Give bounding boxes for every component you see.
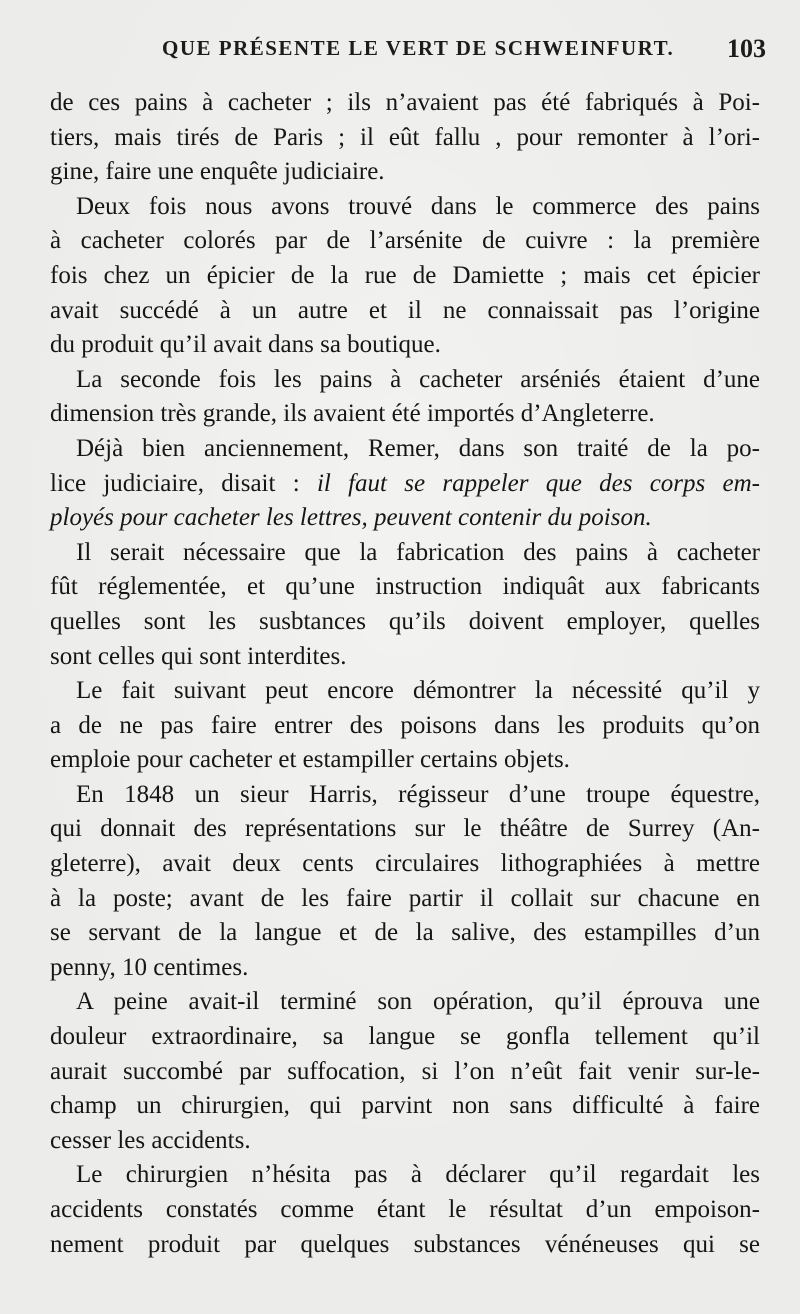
line-text: sont celles qui sont interdites.	[50, 642, 347, 670]
line-text: se servant de la langue et de la salive, des estampilles d’un	[50, 919, 760, 947]
text-line	[50, 501, 760, 536]
text-line	[50, 1193, 760, 1228]
text-line	[50, 1089, 760, 1124]
text-line	[50, 985, 760, 1020]
text-line	[50, 259, 760, 294]
line-text: gine, faire une enquête judiciaire.	[50, 158, 385, 186]
text-line	[50, 916, 760, 951]
text-line	[50, 536, 760, 571]
line-text: Le fait suivant peut encore démontrer la nécessité qu’il y	[76, 677, 760, 705]
line-text: nement produit par quelques substances vénéneuses qui se	[50, 1230, 760, 1258]
text-line	[50, 847, 760, 882]
line-text: gleterre), avait deux cents circulaires lithographiées à mettre	[50, 850, 760, 878]
line-text: a de ne pas faire entrer des poisons dans les produits qu’on	[50, 711, 760, 739]
line-text: à cacheter colorés par de l’arsénite de cuivre : la première	[50, 227, 760, 255]
line-italic-text: ployés pour cacheter les lettres, peuvent contenir du poison.	[50, 504, 652, 532]
text-line	[50, 224, 760, 259]
line-text: En 1848 un sieur Harris, régisseur d’une troupe équestre,	[76, 780, 760, 808]
line-text: champ un chirurgien, qui parvint non sans difficulté à faire	[50, 1092, 760, 1120]
body-text	[50, 86, 760, 1262]
line-text: avait succédé à un autre et il ne connaissait pas l’origine	[50, 296, 760, 324]
line-text: quelles sont les susbtances qu’ils doivent employer, quelles	[50, 607, 760, 635]
text-line	[50, 328, 760, 363]
line-text: dimension très grande, ils avaient été importés d’Angleterre.	[50, 400, 655, 428]
text-line	[50, 397, 760, 432]
text-line	[50, 605, 760, 640]
page-number: 103	[727, 34, 766, 63]
text-line	[50, 778, 760, 813]
line-text: tiers, mais tirés de Paris ; il eût fallu , pour remonter à l’ori-	[50, 123, 760, 151]
text-line	[50, 1228, 760, 1263]
line-text: Il serait nécessaire que la fabrication des pains à cacheter	[76, 538, 760, 566]
line-text: aurait succombé par suffocation, si l’on n’eût fait venir sur-le-	[50, 1057, 760, 1085]
text-line	[50, 1055, 760, 1090]
line-text: qui donnait des représentations sur le théâtre de Surrey (An-	[50, 815, 760, 843]
line-text: Deux fois nous avons trouvé dans le commerce des pains	[76, 192, 760, 220]
line-text: Déjà bien anciennement, Remer, dans son traité de la po-	[76, 434, 760, 462]
line-text: fois chez un épicier de la rue de Damiette ; mais cet épicier	[50, 261, 760, 289]
text-line	[50, 121, 760, 156]
text-line	[50, 570, 760, 605]
text-line	[50, 363, 760, 398]
line-text: à la poste; avant de les faire partir il collait sur chacune en	[50, 884, 760, 912]
text-line	[50, 86, 760, 121]
line-text: La seconde fois les pains à cacheter arséniés étaient d’une	[76, 365, 760, 393]
text-line	[50, 743, 760, 778]
text-line	[50, 674, 760, 709]
line-text: A peine avait-il terminé son opération, qu’il éprouva une	[76, 988, 760, 1016]
line-text: fût réglementée, et qu’une instruction indiquât aux fabricants	[50, 573, 760, 601]
text-line	[50, 709, 760, 744]
text-line	[50, 1158, 760, 1193]
line-text: lice judiciaire, disait :	[50, 469, 317, 497]
line-italic-text: il faut se rappeler que des corps em-	[316, 469, 761, 497]
line-text: penny, 10 centimes.	[50, 953, 249, 981]
text-line	[50, 882, 760, 917]
text-line	[50, 1124, 760, 1159]
text-line	[50, 640, 760, 675]
text-line	[50, 432, 760, 467]
line-text: de ces pains à cacheter ; ils n’avaient pas été fabriqués à Poi-	[50, 89, 760, 116]
page-header	[52, 30, 766, 70]
text-line	[50, 190, 760, 225]
text-line	[50, 294, 760, 329]
line-text: accidents constatés comme étant le résultat d’un empoison-	[50, 1196, 760, 1223]
line-text: douleur extraordinaire, sa langue se gonfla tellement qu’il	[50, 1023, 760, 1051]
running-head: QUE PRÉSENTE LE VERT DE SCHWEINFURT.	[162, 36, 675, 60]
text-line	[50, 812, 760, 847]
text-line	[50, 155, 760, 190]
line-text: cesser les accidents.	[50, 1126, 251, 1154]
text-line	[50, 951, 760, 986]
line-text: du produit qu’il avait dans sa boutique.	[50, 331, 441, 359]
text-line	[50, 467, 760, 502]
text-line	[50, 1020, 760, 1055]
line-text: emploie pour cacheter et estampiller certains objets.	[50, 746, 570, 774]
line-text: Le chirurgien n’hésita pas à déclarer qu’il regardait les	[76, 1161, 760, 1189]
